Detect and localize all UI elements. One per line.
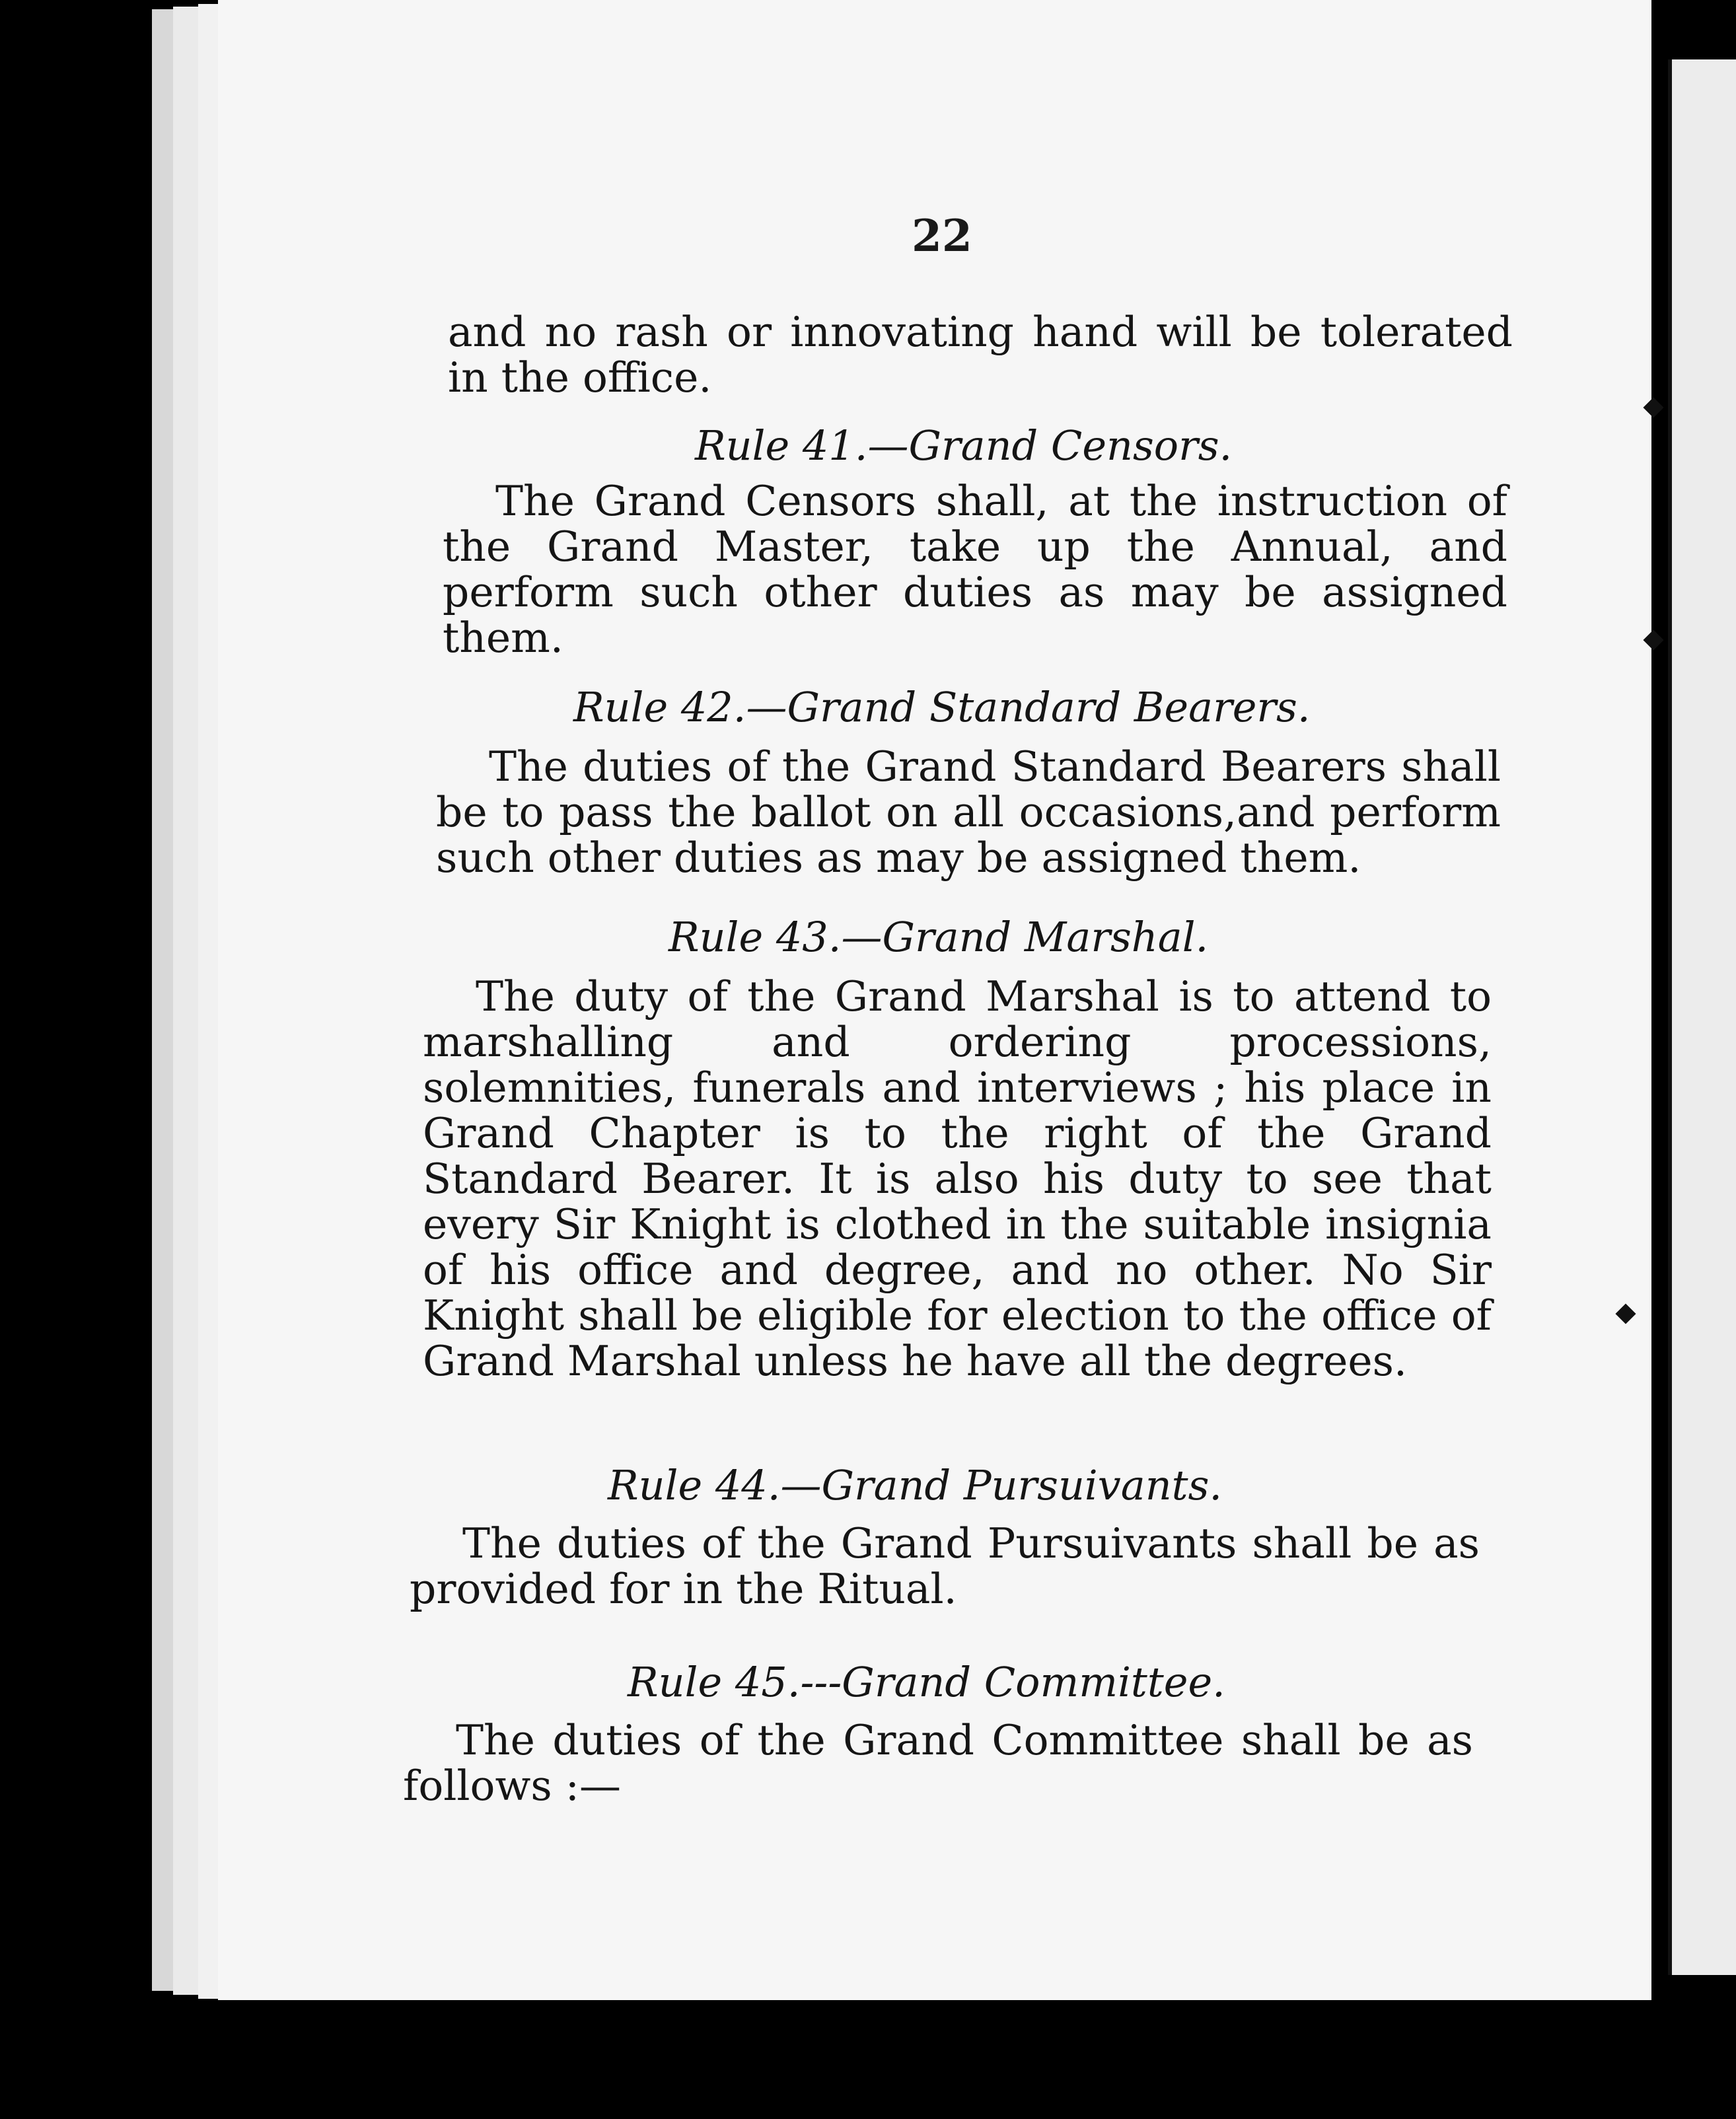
- rule-heading: Rule 41.—Grand Censors.: [695, 421, 1233, 470]
- paragraph-text: and no rash or innovating hand will be tolerated in the office.: [448, 308, 1513, 402]
- rule-45-body: [403, 1717, 1473, 1809]
- paragraph-text: The Grand Censors shall, at the instruction of the Grand Master, take up the Annual, and perform such other duties as may be assigned them.: [443, 477, 1507, 662]
- rule-43-heading-block: [669, 914, 1208, 960]
- rule-heading: Rule 44.—Grand Pursuivants.: [608, 1461, 1223, 1509]
- paragraph-text: The duties of the Grand Standard Bearers shall be to pass the ballot on all occasions,and perform such other duties as may be assigned them.: [436, 742, 1501, 882]
- rule-45-heading-block: [628, 1659, 1225, 1706]
- rule-heading: Rule 42.—Grand Standard Bearers.: [573, 683, 1311, 731]
- continuation-paragraph: [448, 309, 1513, 400]
- paragraph-text: The duties of the Grand Committee shall be as follows :—: [403, 1716, 1473, 1810]
- rule-41-heading-block: [695, 423, 1232, 469]
- scan-background: [0, 2001, 1736, 2119]
- facing-page-edge: [1668, 59, 1736, 1975]
- rule-heading: Rule 45.---Grand Committee.: [628, 1658, 1225, 1706]
- rule-44-body: [410, 1521, 1480, 1612]
- paragraph-text: The duty of the Grand Marshal is to attend to marshalling and ordering processions, solemnities, funerals and interviews ; his place in Grand Chapter is to the right of the Grand Standard Bearer. It is also his duty to see that every Sir Knight is clothed in the suitable insignia of his office and degree, and no other. No Sir Knight shall be eligible for election to the office of Grand Marshal unless he have all the degrees.: [423, 972, 1492, 1385]
- rule-43-body: [423, 974, 1492, 1384]
- rule-42-heading-block: [573, 684, 1311, 731]
- paragraph-text: The duties of the Grand Pursuivants shall be as provided for in the Ritual.: [410, 1519, 1480, 1613]
- rule-41-body: [443, 478, 1507, 661]
- rule-heading: Rule 43.—Grand Marshal.: [669, 913, 1209, 961]
- rule-44-heading-block: [608, 1462, 1222, 1509]
- page-number: 22: [912, 210, 972, 262]
- rule-42-body: [436, 744, 1501, 880]
